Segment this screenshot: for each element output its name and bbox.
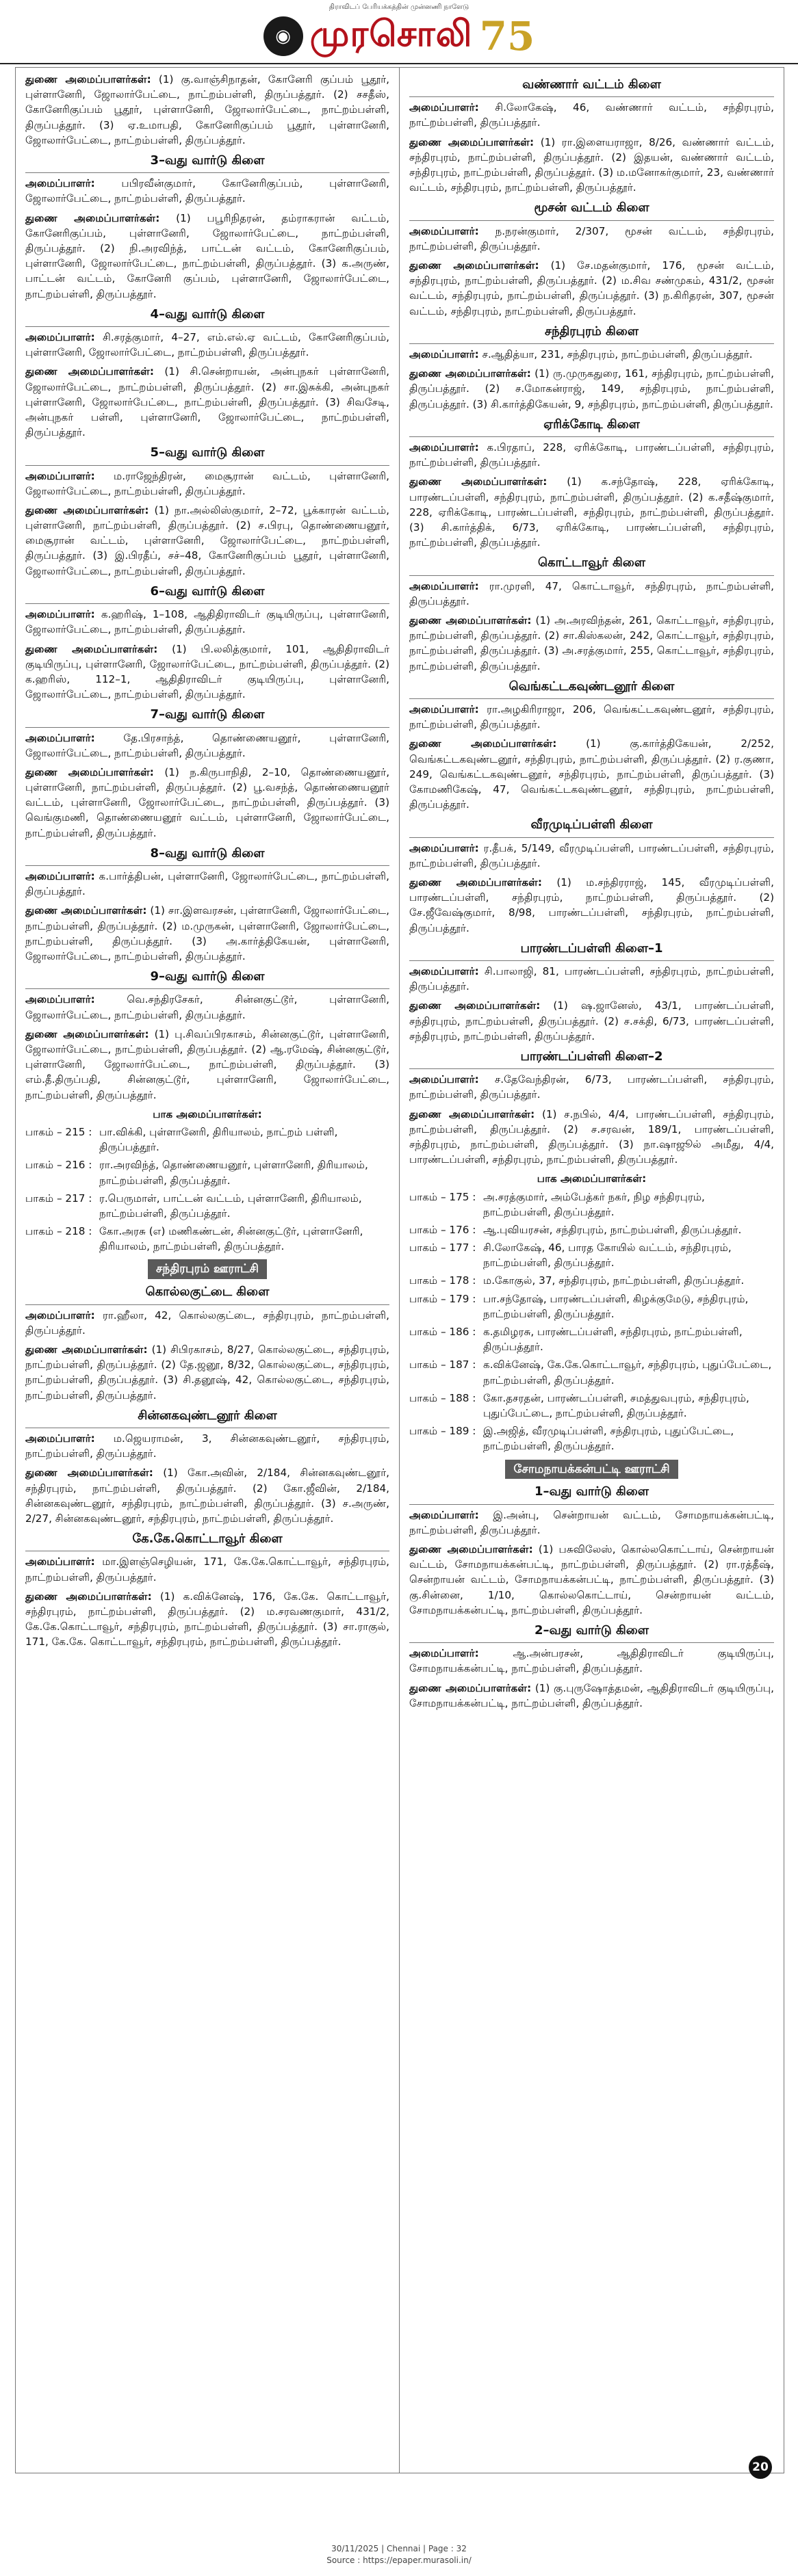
booth-organiser-text: க.விக்னேஷ், கே.கே.கொட்டாவூர், சந்திரபுரம், புதுப்பேட்டை, நாட்றம்பள்ளி, திருப்பத்தூர். <box>483 1358 772 1386</box>
role-label: துணை அமைப்பாளர்கள்: <box>25 503 149 516</box>
organiser-entry <box>25 1027 389 1103</box>
role-label: அமைப்பாளர்: <box>25 1432 95 1445</box>
role-label: துணை அமைப்பாளர்கள்: <box>409 475 548 488</box>
organiser-details: ந.நரன்குமார், 2/307, மூசன் வட்டம், சந்திரபுரம், நாட்றம்பள்ளி, திருப்பத்தூர். <box>409 224 775 252</box>
role-label: அமைப்பாளர்: <box>25 993 95 1006</box>
footer <box>0 2543 798 2566</box>
organiser-details: ஆ.அன்பரசன், ஆதிதிராவிடர் குடியிருப்பு, சோமநாயக்கன்பட்டி, நாட்றம்பள்ளி, திருப்பத்தூர். <box>409 1647 774 1675</box>
role-label: துணை அமைப்பாளர்கள்: <box>409 999 541 1012</box>
role-label: துணை அமைப்பாளர்கள்: <box>25 904 147 917</box>
booth-entry <box>409 1391 774 1421</box>
booth-number: பாகம் – 186 : <box>409 1326 476 1339</box>
booth-number: பாகம் – 189 : <box>409 1425 476 1438</box>
role-label: துணை அமைப்பாளர்கள்: <box>25 1343 148 1356</box>
organiser-entry <box>25 903 389 964</box>
booth-entry <box>25 1125 389 1155</box>
booth-number: பாகம் – 176 : <box>409 1223 476 1236</box>
organiser-entry <box>25 765 389 841</box>
organiser-details: சி.சரத்குமார், 4–27, எம்.எல்.ஏ வட்டம், கோனேரிகுப்பம், புள்ளானேரி, ஜோலார்பேட்டை, நாட்றம்பள்ளி, திருப்பத்தூர். <box>25 330 390 359</box>
role-label: துணை அமைப்பாளர்கள்: <box>409 1542 533 1555</box>
branch-heading: சந்திரபுரம் கிளை <box>409 323 774 344</box>
booth-number: பாகம் – 187 : <box>409 1358 476 1371</box>
booth-entry <box>409 1291 774 1322</box>
booth-entry <box>409 1222 774 1237</box>
organiser-details: (1) அ.அரவிந்தன், 261, கொட்டாவூர், சந்திரபுரம், நாட்றம்பள்ளி, திருப்பத்தூர். (2) சா.கிஸ்கலன், 242, கொட்டாவூர், சந்திரபுரம், நாட்றம்பள்ளி, திருப்பத்தூர். (3) அ.சரத்குமார், 255, கொட்டாவூர், சந்திரபுரம், நாட்றம்பள்ளி, திருப்பத்தூர். <box>409 614 774 672</box>
masthead <box>0 0 798 64</box>
branch-heading: கே.கே.கொட்டாவூர் கிளை <box>25 1530 389 1551</box>
booth-number: பாகம் – 177 : <box>409 1241 476 1254</box>
role-label: அமைப்பாளர்: <box>25 330 95 343</box>
organiser-details: சி.லோகேஷ், 46, வண்ணார் வட்டம், சந்திரபுரம், நாட்றம்பள்ளி, திருப்பத்தூர். <box>409 101 775 129</box>
organiser-entry <box>25 330 389 360</box>
booth-entry <box>25 1224 389 1254</box>
role-label: அமைப்பாளர்: <box>409 579 479 592</box>
organiser-entry <box>409 841 774 871</box>
booth-organiser-text: அ.சரத்குமார், அம்பேத்கர் நகர், நிழ சந்திரபுரம், நாட்றம்பள்ளி, திருப்பத்தூர். <box>483 1190 705 1218</box>
organiser-details: (1) சே.மதன்குமார், 176, மூசன் வட்டம், சந்திரபுரம், நாட்றம்பள்ளி, திருப்பத்தூர். (2) ம.சிவ சண்முகம், 431/2, மூசன் வட்டம், சந்திரபுரம், நாட்றம்பள்ளி, திருப்பத்தூர். (3) ந.கிரிதரன், 307, மூசன் வட்டம், சந்திரபுரம், நாட்றம்பள்ளி, திருப்பத்தூர். <box>409 259 775 317</box>
branch-heading: 6–வது வார்டு கிளை <box>25 583 389 604</box>
branch-heading: மூசன் வட்டம் கிளை <box>409 199 774 220</box>
booth-organiser-text: ர.பெருமாள், பாட்டன் வட்டம், புள்ளானேரி, திரியாலம், நாட்றம்பள்ளி, திருப்பத்தூர். <box>99 1192 362 1220</box>
organiser-details: ரா.முரளி, 47, கொட்டாவூர், சந்திரபுரம், நாட்றம்பள்ளி, திருப்பத்தூர். <box>409 579 775 607</box>
role-label: துணை அமைப்பாளர்கள்: <box>409 1107 535 1120</box>
role-label: துணை அமைப்பாளர்கள்: <box>409 614 532 627</box>
branch-heading: வீரமுடிப்பள்ளி கிளை <box>409 816 774 837</box>
organiser-details: (1) பி.லலித்குமார், 101, ஆதிதிராவிடர் குடியிருப்பு, புள்ளானேரி, ஜோலார்பேட்டை, நாட்றம்பள்ளி, திருப்பத்தூர். (2) க.ஹரிஸ், 112–1, ஆதிதிராவிடர் குடியிருப்பு, புள்ளானேரி, ஜோலார்பேட்டை, நாட்றம்பள்ளி, திருப்பத்தூர். <box>25 642 390 701</box>
footer-dateline: 30/11/2025 | Chennai | Page : 32 <box>331 2544 467 2553</box>
right-column <box>400 68 784 2473</box>
organiser-details: (1) பு.சிவப்பிரகாசம், சின்னகுட்டூர், புள்ளானேரி, ஜோலார்பேட்டை, நாட்றம்பள்ளி, திருப்பத்தூர். (2) ஆ.ரமேஷ், சின்னகுட்டூர், புள்ளானேரி, ஜோலார்பேட்டை, நாட்றம்பள்ளி, திருப்பத்தூர். (3) எம்.தீ.திருப்பதி, சின்னகுட்டூர், புள்ளானேரி, ஜோலார்பேட்டை, நாட்றம்பள்ளி, திருப்பத்தூர். <box>25 1027 390 1101</box>
newspaper-logo: முரசொலி <box>309 13 473 55</box>
branch-heading: கொல்லகுட்டை கிளை <box>25 1283 389 1304</box>
role-label: துணை அமைப்பாளர்கள்: <box>409 1681 532 1694</box>
organiser-entry <box>409 1542 774 1618</box>
organiser-details: ம.ஜெயராமன், 3, சின்னகவுண்டனூர், சந்திரபுரம், நாட்றம்பள்ளி, திருப்பத்தூர். <box>25 1432 389 1460</box>
organiser-details: க.பார்த்திபன், புள்ளானேரி, ஜோலார்பேட்டை, நாட்றம்பள்ளி, திருப்பத்தூர். <box>25 870 389 898</box>
role-label: துணை அமைப்பாளர்கள்: <box>409 737 557 750</box>
organiser-entry <box>25 72 389 148</box>
organiser-details: (1) ரா.இளையராஜா, 8/26, வண்ணார் வட்டம், சந்திரபுரம், நாட்றம்பள்ளி, திருப்பத்தூர். (2) இதயன், வண்ணார் வட்டம், சந்திரபுரம், நாட்றம்பள்ளி, திருப்பத்தூர். (3) ம.மனோகர்குமார், 23, வண்ணார் வட்டம், சந்திரபுரம், நாட்றம்பள்ளி, திருப்பத்தூர். <box>409 135 775 194</box>
organiser-entry <box>25 1342 389 1403</box>
role-label: அமைப்பாளர்: <box>409 441 479 454</box>
organiser-details: (1) கு.வாஞ்சிநாதன், கோனேரி குப்பம் பூதூர், புள்ளானேரி, ஜோலார்பேட்டை, நாட்றம்பள்ளி, திருப்பத்தூர். (2) சசதீஸ், கோனேரிகுப்பம் பூதூர், புள்ளானேரி, ஜோலார்பேட்டை, நாட்றம்பள்ளி, திருப்பத்தூர். (3) ஏ.உமாபதி, கோனேரிகுப்பம் பூதூர், புள்ளானேரி, ஜோலார்பேட்டை, நாட்றம்பள்ளி, திருப்பத்தூர். <box>25 73 390 146</box>
role-label: அமைப்பாளர்: <box>409 101 479 114</box>
role-label: துணை அமைப்பாளர்கள்: <box>25 642 158 655</box>
organiser-entry <box>409 366 774 412</box>
branch-heading: ஏரிக்கோடி கிளை <box>409 416 774 437</box>
organiser-details: ர.தீபக், 5/149, வீரமுடிப்பள்ளி, பாரண்டப்பள்ளி, சந்திரபுரம், நாட்றம்பள்ளி, திருப்பத்தூர். <box>409 841 775 869</box>
organiser-details: பபிரவீன்குமார், கோனேரிகுப்பம், புள்ளானேரி, ஜோலார்பேட்டை, நாட்றம்பள்ளி, திருப்பத்தூர். <box>25 177 389 205</box>
organiser-entry <box>25 176 389 206</box>
organiser-details: (1) ரு.முருகதுரை, 161, சந்திரபுரம், நாட்றம்பள்ளி, திருப்பத்தூர். (2) ச.மோகன்ராஜ், 149, சந்திரபுரம், நாட்றம்பள்ளி, திருப்பத்தூர். (3) சி.கார்த்திகேயன், 9, சந்திரபுரம், நாட்றம்பள்ளி, திருப்பத்தூர். <box>409 367 775 410</box>
role-label: துணை அமைப்பாளர்கள்: <box>25 73 151 86</box>
organiser-entry <box>409 875 774 936</box>
organiser-details: இ.அன்பு, சென்றாயன் வட்டம், சோமநாயக்கன்பட்டி, நாட்றம்பள்ளி, திருப்பத்தூர். <box>409 1508 774 1536</box>
organiser-details: மா.இளஞ்செழியன், 171, கே.கே.கொட்டாவூர், சந்திரபுரம், நாட்றம்பள்ளி, திருப்பத்தூர். <box>25 1555 389 1583</box>
organiser-details: ம.ராஜேந்திரன், மைசூரான் வட்டம், புள்ளானேரி, ஜோலார்பேட்டை, நாட்றம்பள்ளி, திருப்பத்தூர். <box>25 469 389 497</box>
role-label: அமைப்பாளர்: <box>409 1647 479 1660</box>
organiser-details: ரா.அழகிரிராஜா, 206, வெங்கட்டகவுண்டனூர், சந்திரபுரம், நாட்றம்பள்ளி, திருப்பத்தூர். <box>409 703 774 731</box>
organiser-details: (1) ஷ.ஜானேஸ், 43/1, பாரண்டப்பள்ளி, சந்திரபுரம், நாட்றம்பள்ளி, திருப்பத்தூர். (2) ச.சக்தி, 6/73, பாரண்டப்பள்ளி, சந்திரபுரம், நாட்றம்பள்ளி, திருப்பத்தூர். <box>409 999 775 1042</box>
role-label: துணை அமைப்பாளர்கள்: <box>25 365 154 378</box>
organiser-entry <box>409 736 774 812</box>
role-label: துணை அமைப்பாளர்கள்: <box>409 259 539 272</box>
booth-number: பாகம் – 179 : <box>409 1292 476 1305</box>
booth-entry <box>409 1190 774 1220</box>
role-label: அமைப்பாளர்: <box>409 841 479 854</box>
organiser-entry <box>25 1589 389 1650</box>
branch-heading: 3–வது வார்டு கிளை <box>25 152 389 173</box>
organiser-details: (1) ம.சந்திரராஜ், 145, வீரமுடிப்பள்ளி, பாரண்டப்பள்ளி, சந்திரபுரம், நாட்றம்பள்ளி, திருப்பத்தூர். (2) சே.ஜீவேஷ்குமார், 8/98, பாரண்டப்பள்ளி, சந்திரபுரம், நாட்றம்பள்ளி, திருப்பத்தூர். <box>409 876 774 934</box>
organiser-entry <box>25 731 389 761</box>
organiser-entry <box>25 869 389 899</box>
branch-heading: 4–வது வார்டு கிளை <box>25 306 389 327</box>
article-body <box>15 67 784 2473</box>
organiser-entry <box>409 258 774 319</box>
panchayat-section-heading: சோமநாயக்கன்பட்டி ஊராட்சி <box>505 1460 678 1480</box>
organiser-entry <box>25 992 389 1022</box>
role-label: அமைப்பாளர்: <box>409 1508 479 1521</box>
organiser-entry <box>409 440 774 470</box>
booth-number: பாகம் – 215 : <box>25 1125 92 1138</box>
booth-entry <box>25 1157 389 1187</box>
party-emblem-icon: ◉ <box>263 16 303 56</box>
organiser-entry <box>409 474 774 550</box>
role-label: அமைப்பாளர்: <box>409 348 479 361</box>
organiser-details: தே.பிரசாந்த், தொண்ணையனூர், புள்ளானேரி, ஜோலார்பேட்டை, நாட்றம்பள்ளி, திருப்பத்தூர். <box>25 731 389 759</box>
booth-number: பாகம் – 188 : <box>409 1391 476 1404</box>
branch-heading: 7–வது வார்டு கிளை <box>25 706 389 727</box>
role-label: அமைப்பாளர்: <box>409 1073 479 1086</box>
role-label: துணை அமைப்பாளர்கள்: <box>409 367 531 380</box>
booth-number: பாகம் – 178 : <box>409 1274 476 1287</box>
booth-number: பாகம் – 216 : <box>25 1159 92 1172</box>
branch-heading: 5–வது வார்டு கிளை <box>25 444 389 465</box>
branch-heading: பாரண்டப்பள்ளி கிளை–1 <box>409 940 774 961</box>
organiser-details: சி.பாலாஜி, 81, பாரண்டப்பள்ளி, சந்திரபுரம், நாட்றம்பள்ளி, திருப்பத்தூர். <box>409 965 775 993</box>
page-number-badge: 20 <box>749 2456 772 2479</box>
booth-organiser-text: ஆ.புவியரசன், சந்திரபுரம், நாட்றம்பள்ளி, திருப்பத்தூர். <box>483 1223 742 1236</box>
role-label: துணை அமைப்பாளர்கள்: <box>25 1590 152 1603</box>
branch-heading: 1–வது வார்டு கிளை <box>409 1483 774 1504</box>
organiser-details: ச.ஆதித்யா, 231, சந்திரபுரம், நாட்றம்பள்ளி, திருப்பத்தூர். <box>482 348 753 361</box>
organiser-entry <box>409 579 774 609</box>
organiser-entry <box>409 998 774 1044</box>
booth-organiser-text: இ.அஜித், வீரமுடிப்பள்ளி, சந்திரபுரம், புதுப்பேட்டை, நாட்றம்பள்ளி, திருப்பத்தூர். <box>483 1425 734 1453</box>
organiser-entry <box>25 1308 389 1338</box>
organiser-entry <box>409 224 774 254</box>
organiser-entry <box>409 135 774 196</box>
role-label: துணை அமைப்பாளர்கள்: <box>25 765 154 778</box>
booth-organiser-text: ரா.அரவிந்த், தொண்ணையனூர், புள்ளானேரி, திரியாலம், நாட்றம்பள்ளி, திருப்பத்தூர். <box>99 1159 368 1187</box>
masthead-tagline: திராவிடப் பேரியக்கத்தின் முன்னணி நாளேடு <box>329 3 469 11</box>
organiser-entry <box>25 1431 389 1461</box>
branch-heading: 2–வது வார்டு கிளை <box>409 1622 774 1643</box>
role-label: அமைப்பாளர்: <box>25 177 95 190</box>
booth-organiser-text: க.தமிழரசு, பாரண்டப்பள்ளி, சந்திரபுரம், நாட்றம்பள்ளி, திருப்பத்தூர். <box>483 1326 743 1354</box>
organiser-details: ச.தேவேந்திரன், 6/73, பாரண்டப்பள்ளி, சந்திரபுரம், நாட்றம்பள்ளி, திருப்பத்தூர். <box>409 1073 775 1101</box>
organiser-details: (1) பபூரிநிதரன், தம்ராகரான் வட்டம், கோனேரிகுப்பம், புள்ளானேரி, ஜோலார்பேட்டை, நாட்றம்பள்ளி, திருப்பத்தூர். (2) நி.அரவிந்த், பாட்டன் வட்டம், கோனேரிகுப்பம், புள்ளானேரி, ஜோலார்பேட்டை, நாட்றம்பள்ளி, திருப்பத்தூர். (3) க.அருண், பாட்டன் வட்டம், கோனேரி குப்பம், புள்ளானேரி, ஜோலார்பேட்டை, நாட்றம்பள்ளி, திருப்பத்தூர். <box>25 211 390 300</box>
organiser-entry <box>25 469 389 499</box>
booth-entry <box>409 1273 774 1288</box>
role-label: அமைப்பாளர்: <box>25 608 95 621</box>
organiser-entry <box>409 1107 774 1168</box>
role-label: அமைப்பாளர்: <box>409 224 479 237</box>
branch-heading: வண்ணார் வட்டம் கிளை <box>409 76 774 97</box>
booth-entry <box>409 1324 774 1354</box>
branch-heading: பாரண்டப்பள்ளி கிளை–2 <box>409 1048 774 1069</box>
organiser-entry <box>25 364 389 440</box>
booth-number: பாகம் – 218 : <box>25 1225 92 1238</box>
organiser-details: (1) கு.கார்த்திகேயன், 2/252, வெங்கட்டகவுண்டனூர், சந்திரபுரம், நாட்றம்பள்ளி, திருப்பத்தூர். (2) ர.குணா, 249, வெங்கட்டகவுண்டனூர், சந்திரபுரம், நாட்றம்பள்ளி, திருப்பத்தூர். (3) கோமணிகேஷ், 47, வெங்கட்டகவுண்டனூர், சந்திரபுரம், நாட்றம்பள்ளி, திருப்பத்தூர். <box>409 737 774 811</box>
branch-heading: சின்னகவுண்டனூர் கிளை <box>25 1407 389 1428</box>
branch-heading: கொட்டாவூர் கிளை <box>409 554 774 575</box>
organiser-entry <box>25 503 389 579</box>
booth-organiser-text: கோ.தசரதன், பாரண்டப்பள்ளி, சமத்துவபுரம், சந்திரபுரம், புதுப்பேட்டை, நாட்றம்பள்ளி, திருப்பத்தூர். <box>483 1391 749 1419</box>
organiser-details: (1) கு.புருஷோத்தமன், ஆதிதிராவிடர் குடியிருப்பு, சோமநாயக்கன்பட்டி, நாட்றம்பள்ளி, திருப்பத்தூர். <box>409 1681 774 1709</box>
role-label: அமைப்பாளர்: <box>25 870 95 883</box>
branch-heading: வெங்கட்டகவுண்டனூர் கிளை <box>409 678 774 699</box>
organiser-entry <box>25 1465 389 1526</box>
booth-organisers-title: பாக அமைப்பாளர்கள்: <box>153 1107 262 1120</box>
role-label: அமைப்பாளர்: <box>409 703 479 716</box>
organiser-entry <box>25 1554 389 1584</box>
organiser-entry <box>409 1508 774 1538</box>
role-label: அமைப்பாளர்: <box>25 1555 95 1568</box>
organiser-entry <box>25 211 389 302</box>
booth-organiser-text: பா.விக்கி, புள்ளானேரி, திரியாலம், நாட்றம் பள்ளி, திருப்பத்தூர். <box>99 1125 338 1154</box>
organiser-details: ரா.ஹீலா, 42, கொல்லகுட்டை, சந்திரபுரம், நாட்றம்பள்ளி, திருப்பத்தூர். <box>25 1309 390 1337</box>
role-label: அமைப்பாளர்: <box>25 1309 95 1322</box>
role-label: துணை அமைப்பாளர்கள்: <box>409 135 535 148</box>
organiser-entry <box>25 607 389 637</box>
booth-entry <box>409 1240 774 1270</box>
organiser-entry <box>409 347 774 362</box>
logo-row <box>263 13 535 60</box>
organiser-details: வெ.சந்திரசேகர், சின்னகுட்டூர், புள்ளானேரி, ஜோலார்பேட்டை, நாட்றம்பள்ளி, திருப்பத்தூர். <box>25 993 390 1021</box>
organiser-entry <box>25 642 389 702</box>
organiser-entry <box>409 613 774 674</box>
organiser-details: (1) கோ.அவின், 2/184, சின்னகவுண்டனூர், சந்திரபுரம், நாட்றம்பள்ளி, திருப்பத்தூர். (2) கோ.ஜீவின், 2/184, சின்னகவுண்டனூர், சந்திரபுரம், நாட்றம்பள்ளி, திருப்பத்தூர். (3) ச.அருண், 2/27, சின்னகவுண்டனூர், சந்திரபுரம், நாட்றம்பள்ளி, திருப்பத்தூர். <box>25 1467 390 1525</box>
organiser-details: க.பிரதாப், 228, ஏரிக்கோடி, பாரண்டப்பள்ளி, சந்திரபுரம், நாட்றம்பள்ளி, திருப்பத்தூர். <box>409 441 775 469</box>
organiser-entry <box>409 1681 774 1711</box>
role-label: துணை அமைப்பாளர்கள்: <box>25 1467 153 1480</box>
organiser-details: (1) சி.சென்றாயன், அன்புநகர் புள்ளானேரி, ஜோலார்பேட்டை, நாட்றம்பள்ளி, திருப்பத்தூர். (2) சா.இசுக்கி, அன்புநகர் புள்ளானேரி, ஜோலார்பேட்டை, நாட்றம்பள்ளி, திருப்பத்தூர். (3) சிவசேடி, அன்புநகர் பள்ளி, புள்ளானேரி, ஜோலார்பேட்டை, நாட்றம்பள்ளி, திருப்பத்தூர். <box>25 365 389 439</box>
booth-organisers-title: பாக அமைப்பாளர்கள்: <box>537 1172 647 1185</box>
organiser-details: (1) சிபிரகாசம், 8/27, கொல்லகுட்டை, சந்திரபுரம், நாட்றம்பள்ளி, திருப்பத்தூர். (2) தே.ஜனூ, 8/32, கொல்லகுட்டை, சந்திரபுரம், நாட்றம்பள்ளி, திருப்பத்தூர். (3) சி.தனூஷ், 42, கொல்லகுட்டை, சந்திரபுரம், நாட்றம்பள்ளி, திருப்பத்தூர். <box>25 1343 389 1402</box>
booth-number: பாகம் – 217 : <box>25 1192 92 1205</box>
booth-organiser-text: ம.கோகுல், 37, சந்திரபுரம், நாட்றம்பள்ளி, திருப்பத்தூர். <box>483 1274 745 1287</box>
booth-entry <box>409 1357 774 1387</box>
left-column <box>16 68 400 2473</box>
branch-heading: 8–வது வார்டு கிளை <box>25 845 389 866</box>
role-label: அமைப்பாளர்: <box>409 965 479 977</box>
booth-number: பாகம் – 175 : <box>409 1190 476 1203</box>
booth-organiser-text: கோ.அரசு (எ) மணிகண்டன், சின்னகுட்டூர், புள்ளானேரி, திரியாலம், நாட்றம்பள்ளி, திருப்பத்தூர். <box>99 1225 363 1253</box>
organiser-details: (1) ச.நபில், 4/4, பாரண்டப்பள்ளி, சந்திரபுரம், நாட்றம்பள்ளி, திருப்பத்தூர். (2) ச.சரவன், 189/1, பாரண்டப்பள்ளி, சந்திரபுரம், நாட்றம்பள்ளி, திருப்பத்தூர். (3) நா.ஷாஜூல் அமீது, 4/4, பாரண்டப்பள்ளி, சந்திரபுரம், நாட்றம்பள்ளி, திருப்பத்தூர். <box>409 1107 774 1166</box>
organiser-details: (1) க.விக்னேஷ், 176, கே.கே. கொட்டாவூர், சந்திரபுரம், நாட்றம்பள்ளி, திருப்பத்தூர். (2) ம.சரவணகுமார், 431/2, கே.கே.கொட்டாவூர், சந்திரபுரம், நாட்றம்பள்ளி, திருப்பத்தூர். (3) சா.ராகுல், 171, கே.கே. கொட்டாவூர், சந்திரபுரம், நாட்றம்பள்ளி, திருப்பத்தூர். <box>25 1590 389 1648</box>
organiser-entry <box>409 964 774 994</box>
organiser-entry <box>409 1072 774 1102</box>
booth-organiser-text: சி.லோகேஷ், 46, பாரத கோயில் வட்டம், சந்திரபுரம், நாட்றம்பள்ளி, திருப்பத்தூர். <box>483 1241 732 1270</box>
role-label: துணை அமைப்பாளர்கள்: <box>25 211 160 224</box>
organiser-details: (1) பசுவிலேஸ், கொல்லகொட்டாய், சென்றாயன் வட்டம், சோமநாயக்கன்பட்டி, நாட்றம்பள்ளி, திருப்பத்தூர். (2) ரா.ரத்தீஷ், சென்றாயன் வட்டம், சோமநாயக்கன்பட்டி, நாட்றம்பள்ளி, திருப்பத்தூர். (3) கு.சின்னை, 1/10, கொல்லகொட்டாய், சென்றாயன் வட்டம், சோமநாயக்கன்பட்டி, நாட்றம்பள்ளி, திருப்பத்தூர். <box>409 1542 775 1616</box>
organiser-details: (1) ந.கிருபாநிதி, 2–10, தொண்ணையனூர், புள்ளானேரி, நாட்றம்பள்ளி, திருப்பத்தூர். (2) பூ.வசந்த், தொண்ணையனூர் வட்டம், புள்ளானேரி, ஜோலார்பேட்டை, நாட்றம்பள்ளி, திருப்பத்தூர். (3) வெங்குமணி, தொண்ணையனூர் வட்டம், புள்ளானேரி, ஜோலார்பேட்டை, நாட்றம்பள்ளி, திருப்பத்தூர். <box>25 765 390 839</box>
branch-heading: 9–வது வார்டு கிளை <box>25 968 389 989</box>
anniversary-badge: 75 <box>479 13 535 60</box>
organiser-details: (1) சா.இளவரசன், புள்ளானேரி, ஜோலார்பேட்டை, நாட்றம்பள்ளி, திருப்பத்தூர். (2) ம.முருகன், புள்ளானேரி, ஜோலார்பேட்டை, நாட்றம்பள்ளி, திருப்பத்தூர். (3) அ.கார்த்திகேயன், புள்ளானேரி, ஜோலார்பேட்டை, நாட்றம்பள்ளி, திருப்பத்தூர். <box>25 904 390 963</box>
organiser-entry <box>409 100 774 130</box>
footer-source: Source : https://epaper.murasoli.in/ <box>326 2555 472 2565</box>
booth-entry <box>25 1191 389 1221</box>
organiser-details: க.ஹரிஷ், 1–108, ஆதிதிராவிடர் குடியிருப்பு, புள்ளானேரி, ஜோலார்பேட்டை, நாட்றம்பள்ளி, திருப்பத்தூர். <box>25 608 389 636</box>
organiser-entry <box>409 702 774 732</box>
panchayat-section-heading: சந்திரபுரம் ஊராட்சி <box>148 1259 267 1279</box>
organiser-details: (1) நா.அல்லிஸ்குமார், 2–72, பூக்காரன் வட்டம், புள்ளானேரி, நாட்றம்பள்ளி, திருப்பத்தூர். (2) ச.பிரபு, தொண்ணையனூர், மைசூரான் வட்டம், புள்ளானேரி, ஜோலார்பேட்டை, நாட்றம்பள்ளி, திருப்பத்தூர். (3) இ.பிரதீப், சச்–48, கோனேரிகுப்பம் பூதூர், புள்ளானேரி, ஜோலார்பேட்டை, நாட்றம்பள்ளி, திருப்பத்தூர். <box>25 503 390 577</box>
booth-organiser-text: பா.சந்தோஷ், பாரண்டப்பள்ளி, கிழக்குமேடு, சந்திரபுரம், நாட்றம்பள்ளி, திருப்பத்தூர். <box>483 1292 749 1320</box>
role-label: துணை அமைப்பாளர்கள்: <box>25 1027 149 1040</box>
role-label: அமைப்பாளர்: <box>25 469 95 482</box>
role-label: அமைப்பாளர்: <box>25 731 95 744</box>
booth-entry <box>409 1423 774 1454</box>
organiser-details: (1) க.சந்தோஷ், 228, ஏரிக்கோடி, பாரண்டப்பள்ளி, சந்திரபுரம், நாட்றம்பள்ளி, திருப்பத்தூர். (2) க.சதீஷ்குமார், 228, ஏரிக்கோடி, பாரண்டப்பள்ளி, சந்திரபுரம், நாட்றம்பள்ளி, திருப்பத்தூர். (3) சி.கார்த்திக், 6/73, ஏரிக்கோடி, பாரண்டப்பள்ளி, சந்திரபுரம், நாட்றம்பள்ளி, திருப்பத்தூர். <box>409 475 775 549</box>
role-label: துணை அமைப்பாளர்கள்: <box>409 876 542 889</box>
organiser-entry <box>409 1646 774 1676</box>
